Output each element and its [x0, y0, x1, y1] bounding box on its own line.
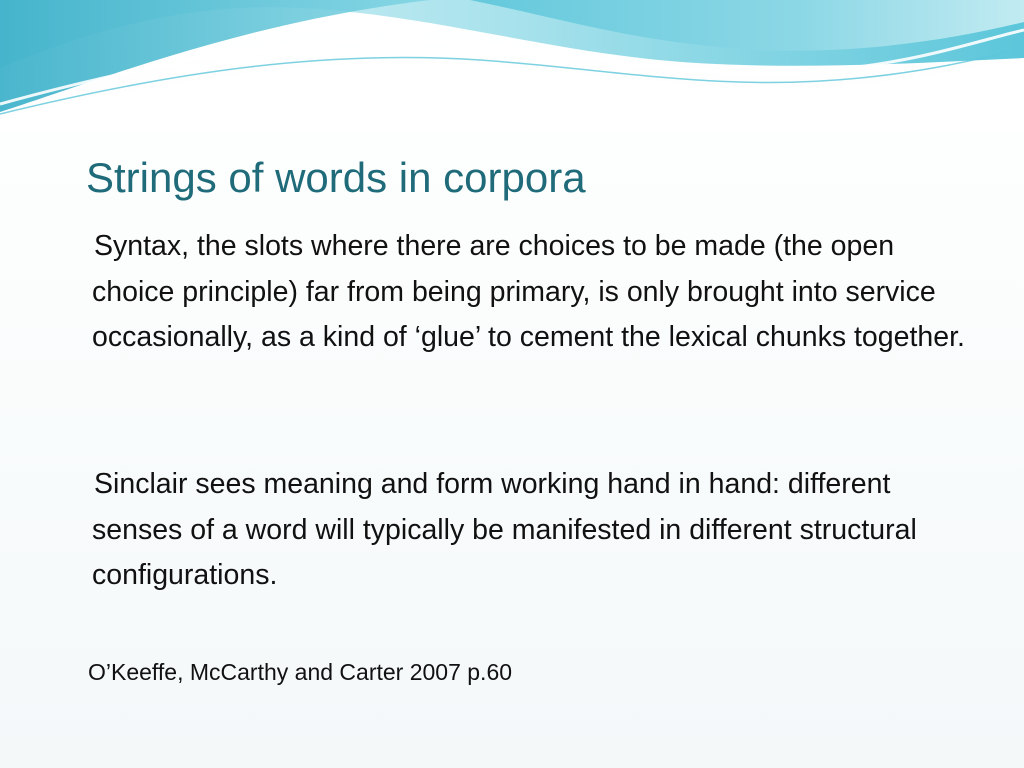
body-paragraph-1: Syntax, the slots where there are choices to be made (the open choice principle) far from being primary, is only brought into service occasionally, as a kind of ‘glue’ to cement the lexical chunks together.	[92, 230, 965, 353]
body-paragraph-2: Sinclair sees meaning and form working hand in hand: different senses of a word will typically be manifested in different structural configurations.	[92, 468, 917, 591]
slide-title: Strings of words in corpora	[86, 154, 586, 201]
header-wave-decoration	[0, 0, 1024, 130]
citation: O’Keeffe, McCarthy and Carter 2007 p.60	[88, 659, 513, 685]
